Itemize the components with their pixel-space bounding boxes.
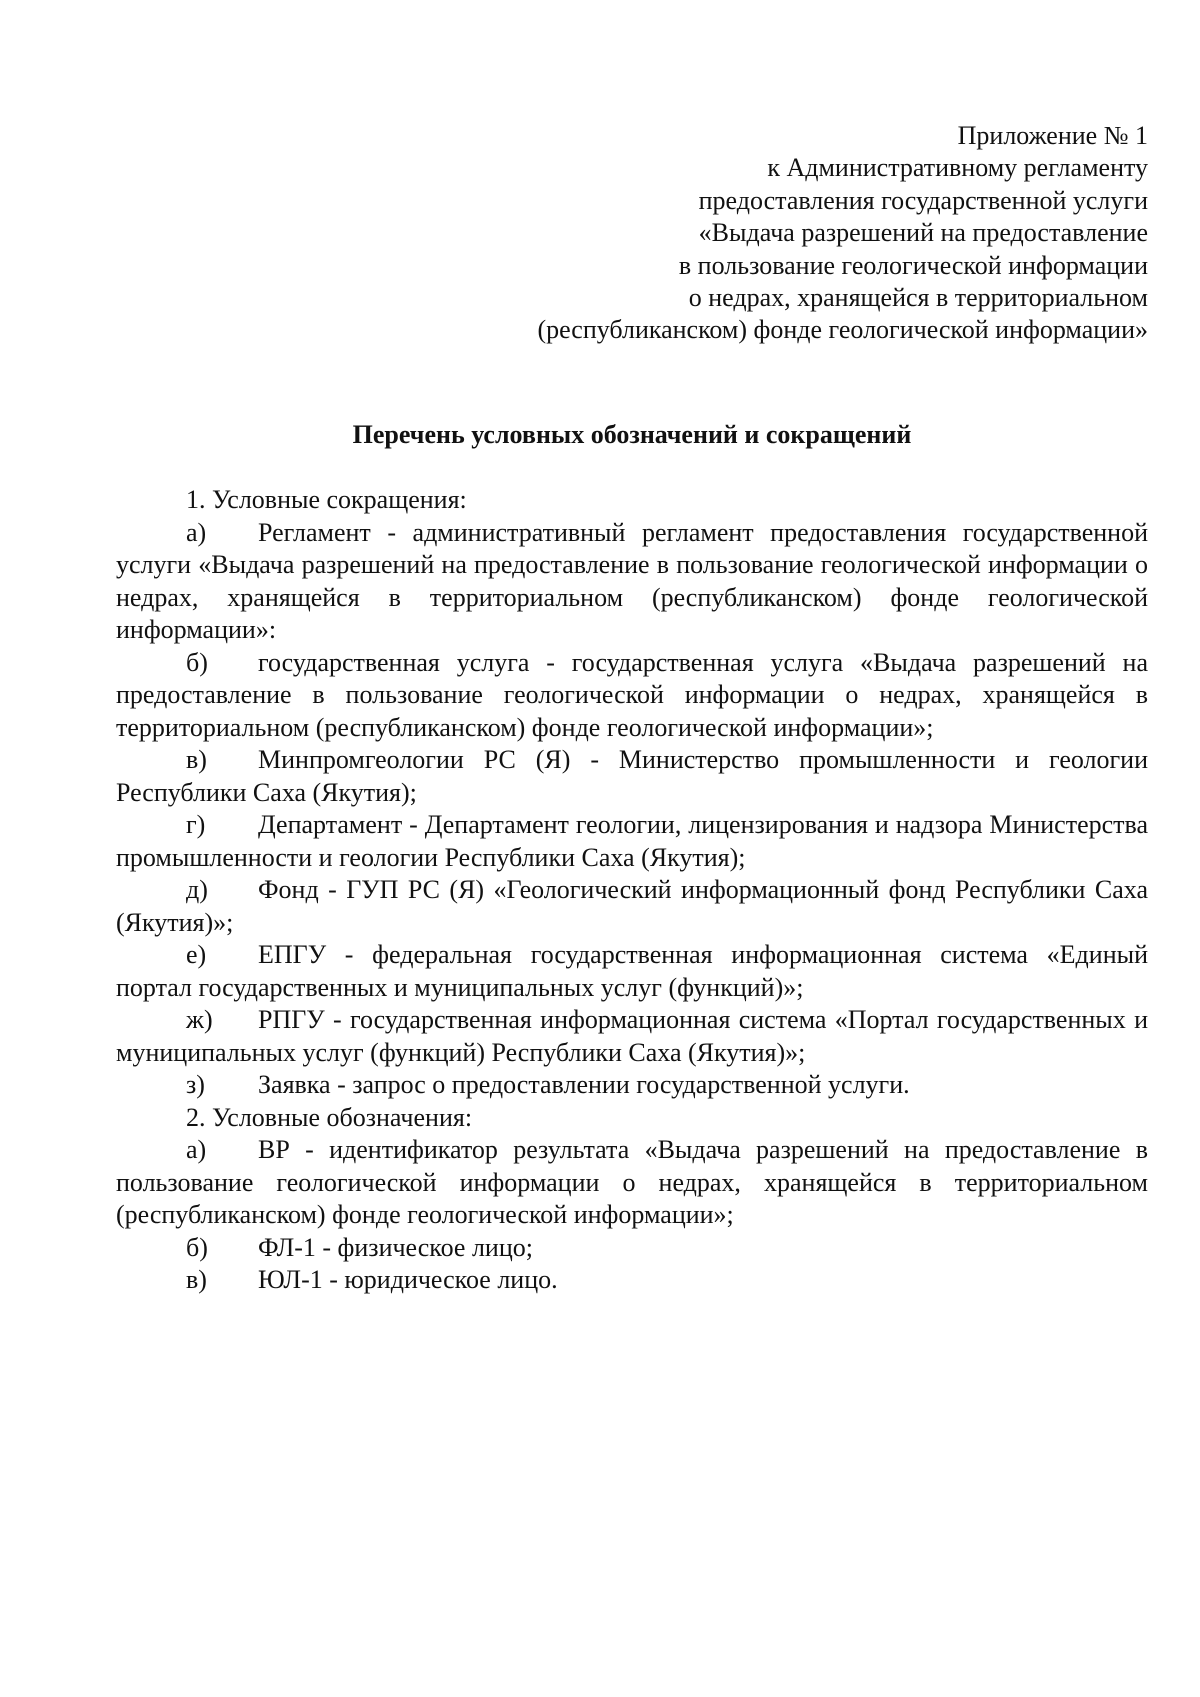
list-item bbox=[116, 1232, 1148, 1265]
list-item-text: Фонд - ГУП РС (Я) «Геологический информационный фонд Республики Саха (Якутия)»; bbox=[116, 875, 1148, 937]
list-item bbox=[116, 517, 1148, 647]
annex-line: в пользование геологической информации bbox=[678, 250, 1148, 280]
list-item bbox=[116, 647, 1148, 745]
annex-line: «Выдача разрешений на предоставление bbox=[698, 218, 1148, 248]
list-item-text: Минпромгеологии РС (Я) - Министерство промышленности и геологии Республики Саха (Якутия); bbox=[116, 745, 1148, 807]
list-item bbox=[116, 1264, 1148, 1297]
list-item-text: Департамент - Департамент геологии, лицензирования и надзора Министерства промышленности и геологии Республики Саха (Якутия); bbox=[116, 810, 1148, 872]
annex-line: к Административному регламенту bbox=[767, 153, 1148, 183]
list-item-marker: з) bbox=[186, 1070, 205, 1099]
list-item-marker: ж) bbox=[186, 1005, 213, 1034]
section-heading-abbreviations: 1. Условные сокращения: bbox=[186, 485, 467, 514]
list-item bbox=[116, 809, 1148, 874]
list-item-text: Заявка - запрос о предоставлении государственной услуги. bbox=[258, 1070, 910, 1099]
list-item-marker: а) bbox=[186, 1135, 207, 1164]
list-item-text: государственная услуга - государственная услуга «Выдача разрешений на предоставление в пользование геологической информации о недрах, хранящейся в территориальном (республиканском) фонде геологической информации»; bbox=[116, 647, 1148, 742]
list-item-marker: г) bbox=[186, 810, 206, 839]
list-item-marker: б) bbox=[186, 1232, 208, 1262]
annex-line: (республиканском) фонде геологической информации» bbox=[537, 315, 1148, 345]
document-body bbox=[116, 484, 1148, 1297]
list-item-marker: в) bbox=[186, 1265, 207, 1294]
list-item-text: ЮЛ-1 - юридическое лицо. bbox=[258, 1265, 558, 1294]
list-item bbox=[116, 1004, 1148, 1069]
section-heading-symbols: 2. Условные обозначения: bbox=[186, 1102, 473, 1132]
list-item bbox=[116, 1069, 1148, 1102]
list-item-marker: а) bbox=[186, 517, 207, 547]
list-item-marker: в) bbox=[186, 745, 207, 774]
annex-header bbox=[300, 120, 1148, 347]
annex-line: предоставления государственной услуги bbox=[698, 185, 1148, 215]
annex-line: Приложение № 1 bbox=[957, 121, 1148, 150]
list-item-marker: е) bbox=[186, 940, 207, 969]
document-title: Перечень условных обозначений и сокращений bbox=[352, 420, 912, 449]
list-item bbox=[116, 939, 1148, 1004]
list-item-text: ЕПГУ - федеральная государственная информационная система «Единый портал государственных и муниципальных услуг (функций)»; bbox=[116, 940, 1148, 1002]
list-item-text: Регламент - административный регламент предоставления государственной услуги «Выдача разрешений на предоставление в пользование геологической информации о недрах, хранящейся в территориальном (республиканском) фонде геологической информации»: bbox=[116, 517, 1148, 644]
list-item-marker: д) bbox=[186, 875, 208, 904]
list-item bbox=[116, 874, 1148, 939]
list-item bbox=[116, 744, 1148, 809]
list-item-text: ФЛ-1 - физическое лицо; bbox=[258, 1232, 533, 1262]
list-item-text: РПГУ - государственная информационная система «Портал государственных и муниципальных услуг (функций) Республики Саха (Якутия)»; bbox=[116, 1005, 1148, 1067]
list-item-text: ВР - идентификатор результата «Выдача разрешений на предоставление в пользование геологической информации о недрах, хранящейся в территориальном (республиканском) фонде геологической информации»; bbox=[116, 1135, 1148, 1229]
list-item-marker: б) bbox=[186, 647, 208, 677]
annex-line: о недрах, хранящейся в территориальном bbox=[688, 283, 1148, 313]
list-item bbox=[116, 1134, 1148, 1232]
